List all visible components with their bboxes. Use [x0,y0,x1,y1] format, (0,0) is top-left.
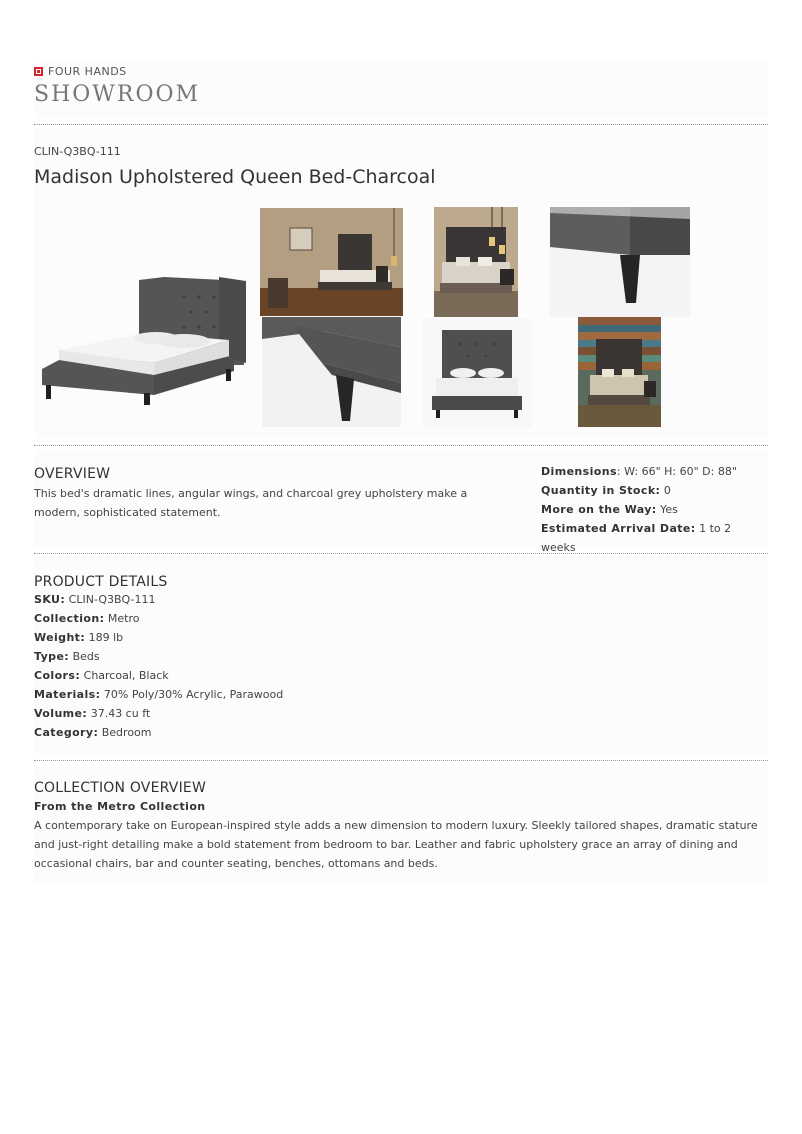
detail-value: Beds [69,650,100,663]
detail-value: CLIN-Q3BQ-111 [65,593,156,606]
detail-value: Bedroom [98,726,152,739]
bed-corner-detail-photo[interactable] [262,317,401,427]
detail-value: 189 lb [85,631,124,644]
collection-text: A contemporary take on European-inspired style adds a new dimension to modern luxury. Sleekly tailored shapes, dramatic stature and just-right detailing make a bold statement from bedroom to bar. Leather and fabric upholstery grace an array of dining and occasional chairs, bar and counter seating, benches, ottomans and beds. [34,819,758,870]
detail-label: SKU: [34,593,66,606]
details-list [34,590,768,742]
product-details-section [34,574,768,742]
availability-row [541,500,768,519]
detail-label: Materials: [34,688,101,701]
detail-row [34,590,768,609]
header [34,64,768,114]
detail-label: Category: [34,726,99,739]
showroom-title: SHOWROOM [34,82,201,107]
detail-label: Colors: [34,669,81,682]
bed-main-photo[interactable] [34,235,254,405]
overview-section [34,466,474,522]
detail-row [34,628,768,647]
bed-leg-detail-photo[interactable] [550,207,690,317]
collection-subheading: From the Metro Collection [34,800,206,813]
bed-wood-wall-photo[interactable] [578,317,661,427]
detail-value: 70% Poly/30% Acrylic, Parawood [100,688,284,701]
detail-label: Volume: [34,707,88,720]
bed-front-photo[interactable] [422,318,532,428]
availability-value: W: 66" H: 60" D: 88" [620,465,737,478]
availability-sep: : [616,465,621,478]
availability-row [541,481,768,500]
collection-section [34,780,764,873]
detail-value: Metro [104,612,140,625]
detail-label: Weight: [34,631,86,644]
product-title: Madison Upholstered Queen Bed-Charcoal [34,166,436,188]
availability-row [541,462,768,481]
availability-list [541,462,768,557]
detail-value: Charcoal, Black [80,669,169,682]
availability-value: 1 to 2 weeks [541,522,732,554]
bed-room-pendant-photo[interactable] [434,207,518,317]
detail-row [34,609,768,628]
detail-row [34,647,768,666]
availability-label: Dimensions [541,465,617,478]
availability-label: Estimated Arrival Date: [541,522,696,535]
overview-text: This bed's dramatic lines, angular wings, and charcoal grey upholstery make a modern, sophisticated statement. [34,487,468,519]
divider [34,124,768,125]
detail-row [34,704,768,723]
collection-heading: COLLECTION OVERVIEW [34,780,206,796]
detail-row [34,723,768,742]
brand-row [34,64,768,78]
product-sku: CLIN-Q3BQ-111 [34,145,121,158]
detail-value: 37.43 cu ft [87,707,151,720]
brand-name: FOUR HANDS [48,64,127,78]
detail-label: Collection: [34,612,105,625]
availability-label: More on the Way: [541,503,657,516]
detail-label: Type: [34,650,70,663]
availability-label: Quantity in Stock: [541,484,661,497]
overview-heading: OVERVIEW [34,466,111,482]
divider [34,760,768,761]
brand-logo-icon [34,67,43,76]
divider [34,553,768,554]
availability-value: Yes [656,503,678,516]
product-gallery [34,205,768,433]
divider [34,445,768,446]
bed-room-photo[interactable] [260,208,403,316]
availability-row [541,519,768,557]
availability-value: 0 [660,484,671,497]
details-heading: PRODUCT DETAILS [34,574,168,590]
detail-row [34,666,768,685]
detail-row [34,685,768,704]
